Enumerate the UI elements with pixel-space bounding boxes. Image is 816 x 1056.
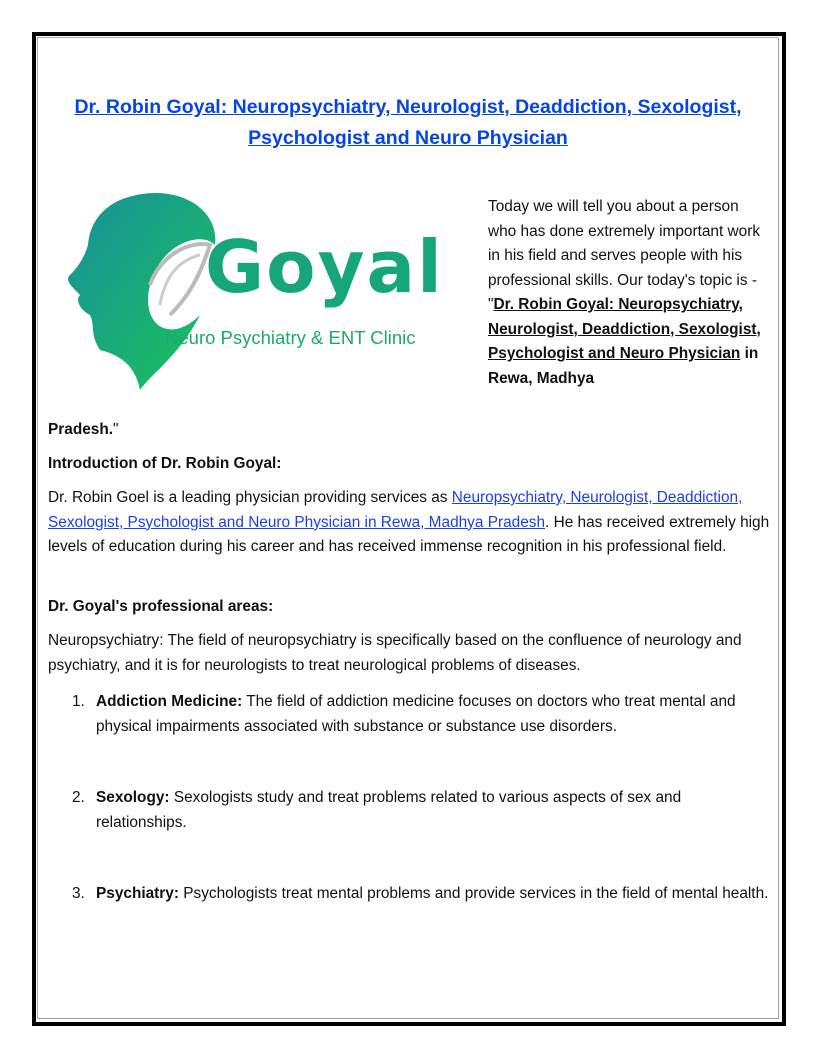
list-item — [72, 690, 772, 739]
list-text: Sexologists study and treat problems related to various aspects of sex and relationships. — [96, 789, 682, 831]
intro-body — [48, 486, 773, 560]
logo-tagline: Neuro Psychiatry & ENT Clinic — [165, 327, 416, 348]
list-number: 3. — [72, 885, 85, 902]
list-text: The field of addiction medicine focuses on doctors who treat mental and physical impairments associated with substance or substance use disorders. — [96, 693, 736, 735]
intro-topic-link[interactable]: Dr. Robin Goyal: Neuropsychiatry, Neurologist, Deaddiction, Sexologist, Psychologist and Neuro Physician — [488, 296, 761, 362]
page-title[interactable] — [40, 92, 776, 154]
logo-brand: Goyal — [205, 225, 444, 309]
intro-paragraph — [488, 195, 768, 391]
intro-body-tail: . He has received extremely high levels of education during his career and has received immense recognition in his professional field. — [48, 513, 770, 555]
intro-text: Today we will tell you about a person who has done extremely important work in his field and serves people with his professional skills. Our today's topic is - " — [488, 198, 761, 313]
intro-location: in Rewa, Madhya — [488, 345, 759, 387]
intro-continuation — [48, 418, 118, 443]
list-text: Psychologists treat mental problems and provide services in the field of mental health. — [178, 885, 769, 902]
list-term: Psychiatry: — [96, 885, 179, 902]
title-line-2[interactable]: Psychologist and Neuro Physician — [248, 127, 568, 149]
list-item — [72, 786, 772, 835]
intro-pradesh: Pradesh. — [48, 421, 114, 438]
list-number: 1. — [72, 693, 85, 710]
list-number: 2. — [72, 789, 85, 806]
title-line-1[interactable]: Dr. Robin Goyal: Neuropsychiatry, Neurologist, Deaddiction, Sexologist, — [74, 96, 742, 118]
intro-body-text: Dr. Robin Goel is a leading physician providing services as — [48, 489, 452, 506]
neuropsychiatry-paragraph: Neuropsychiatry: The field of neuropsychiatry is specifically based on the confluence of neurology and psychiatry, and it is for neurologists to treat neurological problems of diseases. — [48, 632, 742, 674]
clinic-logo — [50, 185, 460, 395]
services-link[interactable]: Neuropsychiatry, Neurologist, Deaddiction, Sexologist, Psychologist and Neuro Physician in Rewa, Madhya Pradesh — [48, 489, 743, 531]
section-heading-intro: Introduction of Dr. Robin Goyal: — [48, 455, 282, 472]
list-term: Sexology: — [96, 789, 170, 806]
list-item — [72, 882, 772, 907]
list-term: Addiction Medicine: — [96, 693, 243, 710]
section-heading-areas: Dr. Goyal's professional areas: — [48, 598, 274, 615]
intro-quote: " — [113, 421, 119, 438]
